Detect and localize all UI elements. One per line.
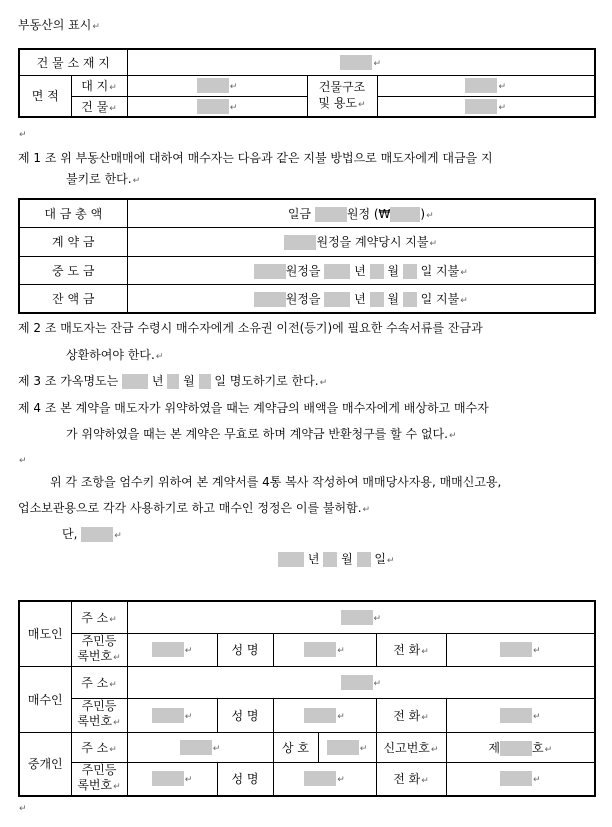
redacted-land-area: [197, 78, 229, 93]
redacted-handover-month: [167, 374, 179, 389]
redacted-total-num: [390, 207, 420, 222]
seller-address-label: 주 소: [81, 610, 109, 625]
seller-label: 매도인: [19, 601, 71, 666]
date-day: 일 ↵: [374, 552, 394, 566]
agent-id-label-1: 주민등: [81, 762, 117, 777]
agent-regno-label: 신고번호: [383, 740, 430, 755]
balance-won: 원정을: [285, 291, 321, 306]
article4-line2: 가 위약하였을 때는 본 계약은 무효로 하며 계약금 반환청구를 할 수 없다. ↵: [66, 427, 457, 443]
location-label: 건 물 소 재 지: [19, 49, 127, 75]
redacted-buyer-phone: [500, 708, 532, 723]
agent-id-label-2: 록번호: [77, 777, 113, 792]
buyer-name-label: 성 명: [217, 698, 273, 732]
agent-address-label: 주 소: [81, 740, 109, 755]
redacted-building-area: [197, 99, 229, 114]
redacted-seller-name: [304, 642, 336, 657]
redacted-structure: [465, 78, 497, 93]
redacted-balance-day: [403, 292, 417, 307]
total-suffix: ): [420, 206, 426, 221]
seller-id-label-2: 록번호: [77, 648, 113, 663]
article4-line1: 제 4 조 본 계약을 매도자가 위약하였을 때는 계약금의 배액을 매수자에게 배상하고 매수자: [18, 401, 489, 415]
redacted-seller-id: [152, 642, 184, 657]
redacted-date-day: [357, 552, 371, 567]
redacted-agent-name: [304, 771, 336, 786]
total-mid: 원정 (₩: [346, 206, 391, 221]
redacted-buyer-id: [152, 708, 184, 723]
redacted-usage: [465, 99, 497, 114]
payment-table: [18, 198, 596, 314]
agent-label: 중개인: [19, 732, 71, 796]
agent-reg-prefix: 제: [488, 740, 500, 755]
contract-date: [278, 552, 394, 568]
seller-name-label: 성 명: [217, 633, 273, 666]
deposit-label: 계 약 금: [19, 227, 127, 256]
redacted-agent-address: [180, 740, 212, 755]
redacted-date-year: [278, 552, 304, 567]
article3-suffix: 일 명도하기로 한다. ↵: [214, 374, 327, 388]
proviso: [62, 527, 122, 543]
redacted-agent-regno: [500, 741, 532, 756]
section-title: 부동산의 표시 ↵: [18, 18, 100, 34]
structure-label-2: 및 용도: [318, 95, 358, 110]
buyer-phone-label: 전 화: [393, 708, 421, 723]
article2-line2: 상환하여야 한다. ↵: [66, 348, 163, 364]
closing-line1: 위 각 조항을 엄수키 위하여 본 계약서를 4통 복사 작성하여 매매당사자용, 매매신고용,: [50, 475, 502, 489]
redacted-agent-firm: [327, 740, 359, 755]
redacted-date-month: [323, 552, 337, 567]
total-prefix: 일금: [287, 206, 312, 221]
redacted-balance: [254, 292, 286, 307]
deposit-text: 원정을 계약당시 지불: [316, 235, 429, 249]
agent-name-label: 성 명: [217, 762, 273, 796]
parties-table: [18, 600, 596, 797]
seller-id-label-1: 주민등: [81, 633, 117, 648]
balance-year: 년: [354, 291, 366, 306]
article2-line1: 제 2 조 매도자는 잔금 수령시 매수자에게 소유권 이전(등기)에 필요한 수속서류를 잔금과: [18, 321, 483, 335]
closing-line2: 업소보관용으로 각각 사용하기로 하고 매수인 정정은 이를 불허함. ↵: [18, 501, 370, 517]
redacted-seller-phone: [500, 642, 532, 657]
middle-year: 년: [354, 263, 366, 278]
redacted-middle: [254, 264, 286, 279]
redacted-buyer-name: [304, 708, 336, 723]
area-label: 면 적: [19, 75, 71, 117]
structure-label-1: 건물구조: [318, 79, 366, 94]
total-label: 대 금 총 액: [19, 199, 127, 227]
article1-line2: 불키로 한다. ↵: [66, 172, 140, 188]
redacted-balance-month: [370, 292, 384, 307]
redacted-handover-day: [199, 374, 211, 389]
article3-year: 년: [151, 374, 164, 388]
article3: [18, 374, 327, 390]
building-label: 건 물: [81, 99, 109, 114]
redacted-total-text: [315, 207, 347, 222]
proviso-label: 단,: [62, 527, 78, 541]
redacted-handover-year: [122, 374, 148, 389]
article1-line1: 제 1 조 위 부동산매매에 대하여 매수자는 다음과 같은 지불 방법으로 매도자에게 대금을 지: [18, 151, 493, 165]
article3-prefix: 제 3 조 가옥명도는: [18, 374, 119, 388]
middle-day: 일 지불: [420, 263, 460, 278]
redacted-agent-phone: [500, 771, 532, 786]
middle-label: 중 도 금: [19, 256, 127, 284]
redacted-agent-id: [152, 771, 184, 786]
buyer-id-label-2: 록번호: [77, 714, 113, 728]
redacted-middle-month: [370, 264, 384, 279]
property-table: [18, 48, 596, 118]
land-label: 대 지: [81, 79, 109, 93]
redacted-balance-year: [324, 292, 350, 307]
balance-day: 일 지불: [420, 291, 460, 306]
middle-month: 월: [387, 263, 399, 278]
redacted-middle-year: [324, 264, 350, 279]
article3-month: 월: [183, 374, 195, 388]
balance-month: 월: [387, 291, 399, 306]
agent-firm-label: 상 호: [273, 732, 318, 762]
date-year: 년: [307, 552, 320, 566]
redacted-location: [340, 55, 372, 70]
agent-reg-suffix: 호: [532, 740, 544, 755]
buyer-id-label-1: 주민등: [81, 699, 117, 713]
buyer-address-label: 주 소: [81, 675, 109, 690]
agent-phone-label: 전 화: [393, 772, 421, 786]
redacted-deposit: [284, 235, 316, 250]
buyer-label: 매수인: [19, 666, 71, 732]
balance-label: 잔 액 금: [19, 284, 127, 313]
redacted-proviso: [81, 527, 113, 542]
date-month: 월: [341, 552, 353, 566]
redacted-seller-address: [341, 610, 373, 625]
seller-phone-label: 전 화: [393, 643, 421, 657]
redacted-middle-day: [403, 264, 417, 279]
redacted-buyer-address: [341, 675, 373, 690]
middle-won: 원정을: [285, 263, 321, 278]
